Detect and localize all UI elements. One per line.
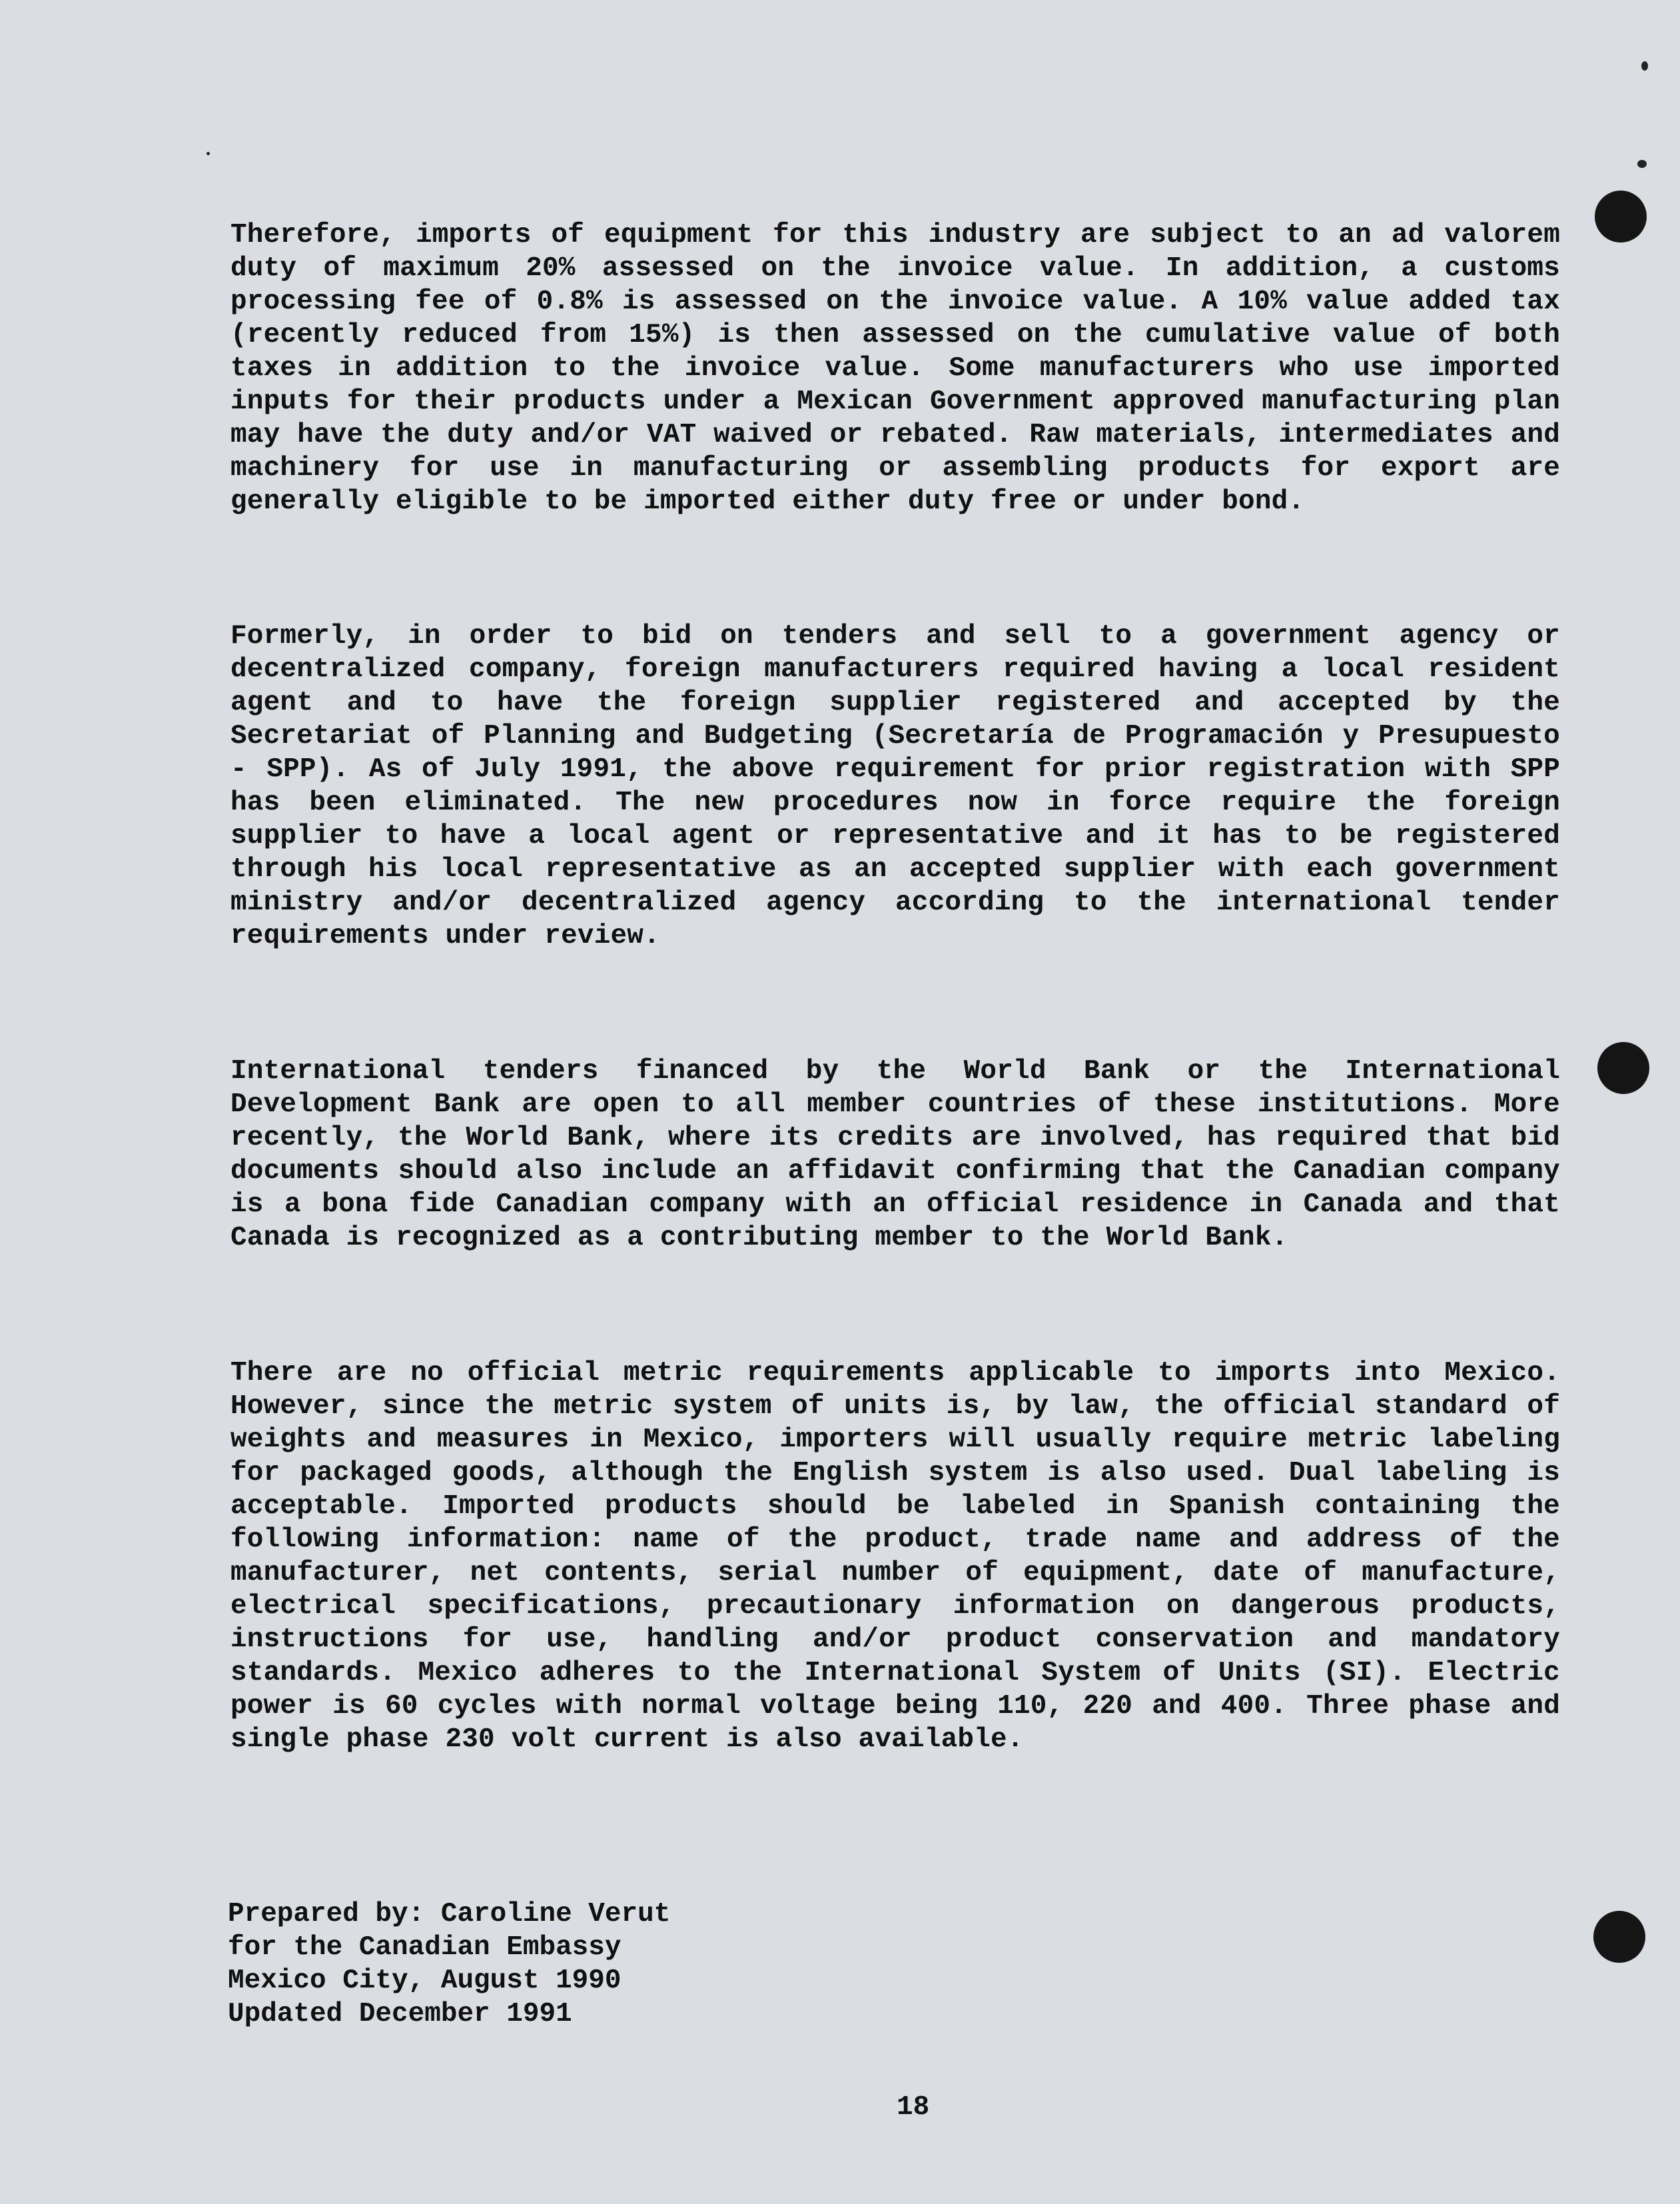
paragraph-import-duties: Therefore, imports of equipment for this industry are subject to an ad valorem duty of maximum 20% assessed on the invoice value. In addition, a customs processing fee of 0.8% is assessed on the invoice value. A 10% value added tax (recently reduced from 15%) is then assessed on the cumulative value of both taxes in addition to the invoice value. Some manufacturers who use imported inputs for their products under a Mexican Government approved manufacturing plan may have the duty and/or VAT waived or rebated. Raw materials, intermediates and machinery for use in manufacturing or assembling products for export are generally eligible to be imported either duty free or under bond. (230, 220, 1560, 517)
paragraph-tender-registration: Formerly, in order to bid on tenders and sell to a government agency or decentralized company, foreign manufacturers required having a local resident agent and to have the foreign supplier registered and accepted by the Secretariat of Planning and Budgeting (Secretaría de Programación y Presupuesto - SPP). As of July 1991, the above requirement for prior registration with SPP has been eliminated. The new procedures now in force require the foreign supplier to have a local agent or representative and it has to be registered through his local representative as an accepted supplier with each government ministry and/or decentralized agency according to the international tender requirements under review. (230, 621, 1560, 951)
signature-prepared-by: Prepared by: Caroline Verut (228, 1899, 671, 1929)
scan-speck (207, 152, 210, 155)
signature-block (228, 1898, 670, 2031)
page-number: 18 (897, 2092, 930, 2123)
paragraph-international-tenders: International tenders financed by the World Bank or the International Development Bank are open to all member countries of these institutions. More recently, the World Bank, where its credits are involved, has required that bid documents should also include an affidavit confirming that the Canadian company is a bona fide Canadian company with an official residence in Canada and that Canada is recognized as a contributing member to the World Bank. (230, 1056, 1560, 1253)
punch-hole (1595, 191, 1647, 243)
paragraph-metric-requirements: There are no official metric requirements applicable to imports into Mexico. However, since the metric system of units is, by law, the official standard of weights and measures in Mexico, importers will usually require metric labeling for packaged goods, although the English system is also used. Dual labeling is acceptable. Imported products should be labeled in Spanish containing the following information: name of the product, trade name and address of the manufacturer, net contents, serial number of equipment, date of manufacture, electrical specifications, precautionary information on dangerous products, instructions for use, handling and/or product conservation and mandatory standards. Mexico adheres to the International System of Units (SI). Electric power is 60 cycles with normal voltage being 110, 220 and 400. Three phase and single phase 230 volt current is also available. (230, 1358, 1560, 1755)
punch-hole (1593, 1911, 1645, 1963)
scan-speck (1641, 61, 1648, 71)
signature-updated-date: Updated December 1991 (228, 1999, 572, 2029)
signature-organization: for the Canadian Embassy (228, 1932, 622, 1963)
scan-speck (1637, 160, 1647, 168)
punch-hole (1597, 1042, 1649, 1094)
signature-location-date: Mexico City, August 1990 (228, 1965, 622, 1996)
